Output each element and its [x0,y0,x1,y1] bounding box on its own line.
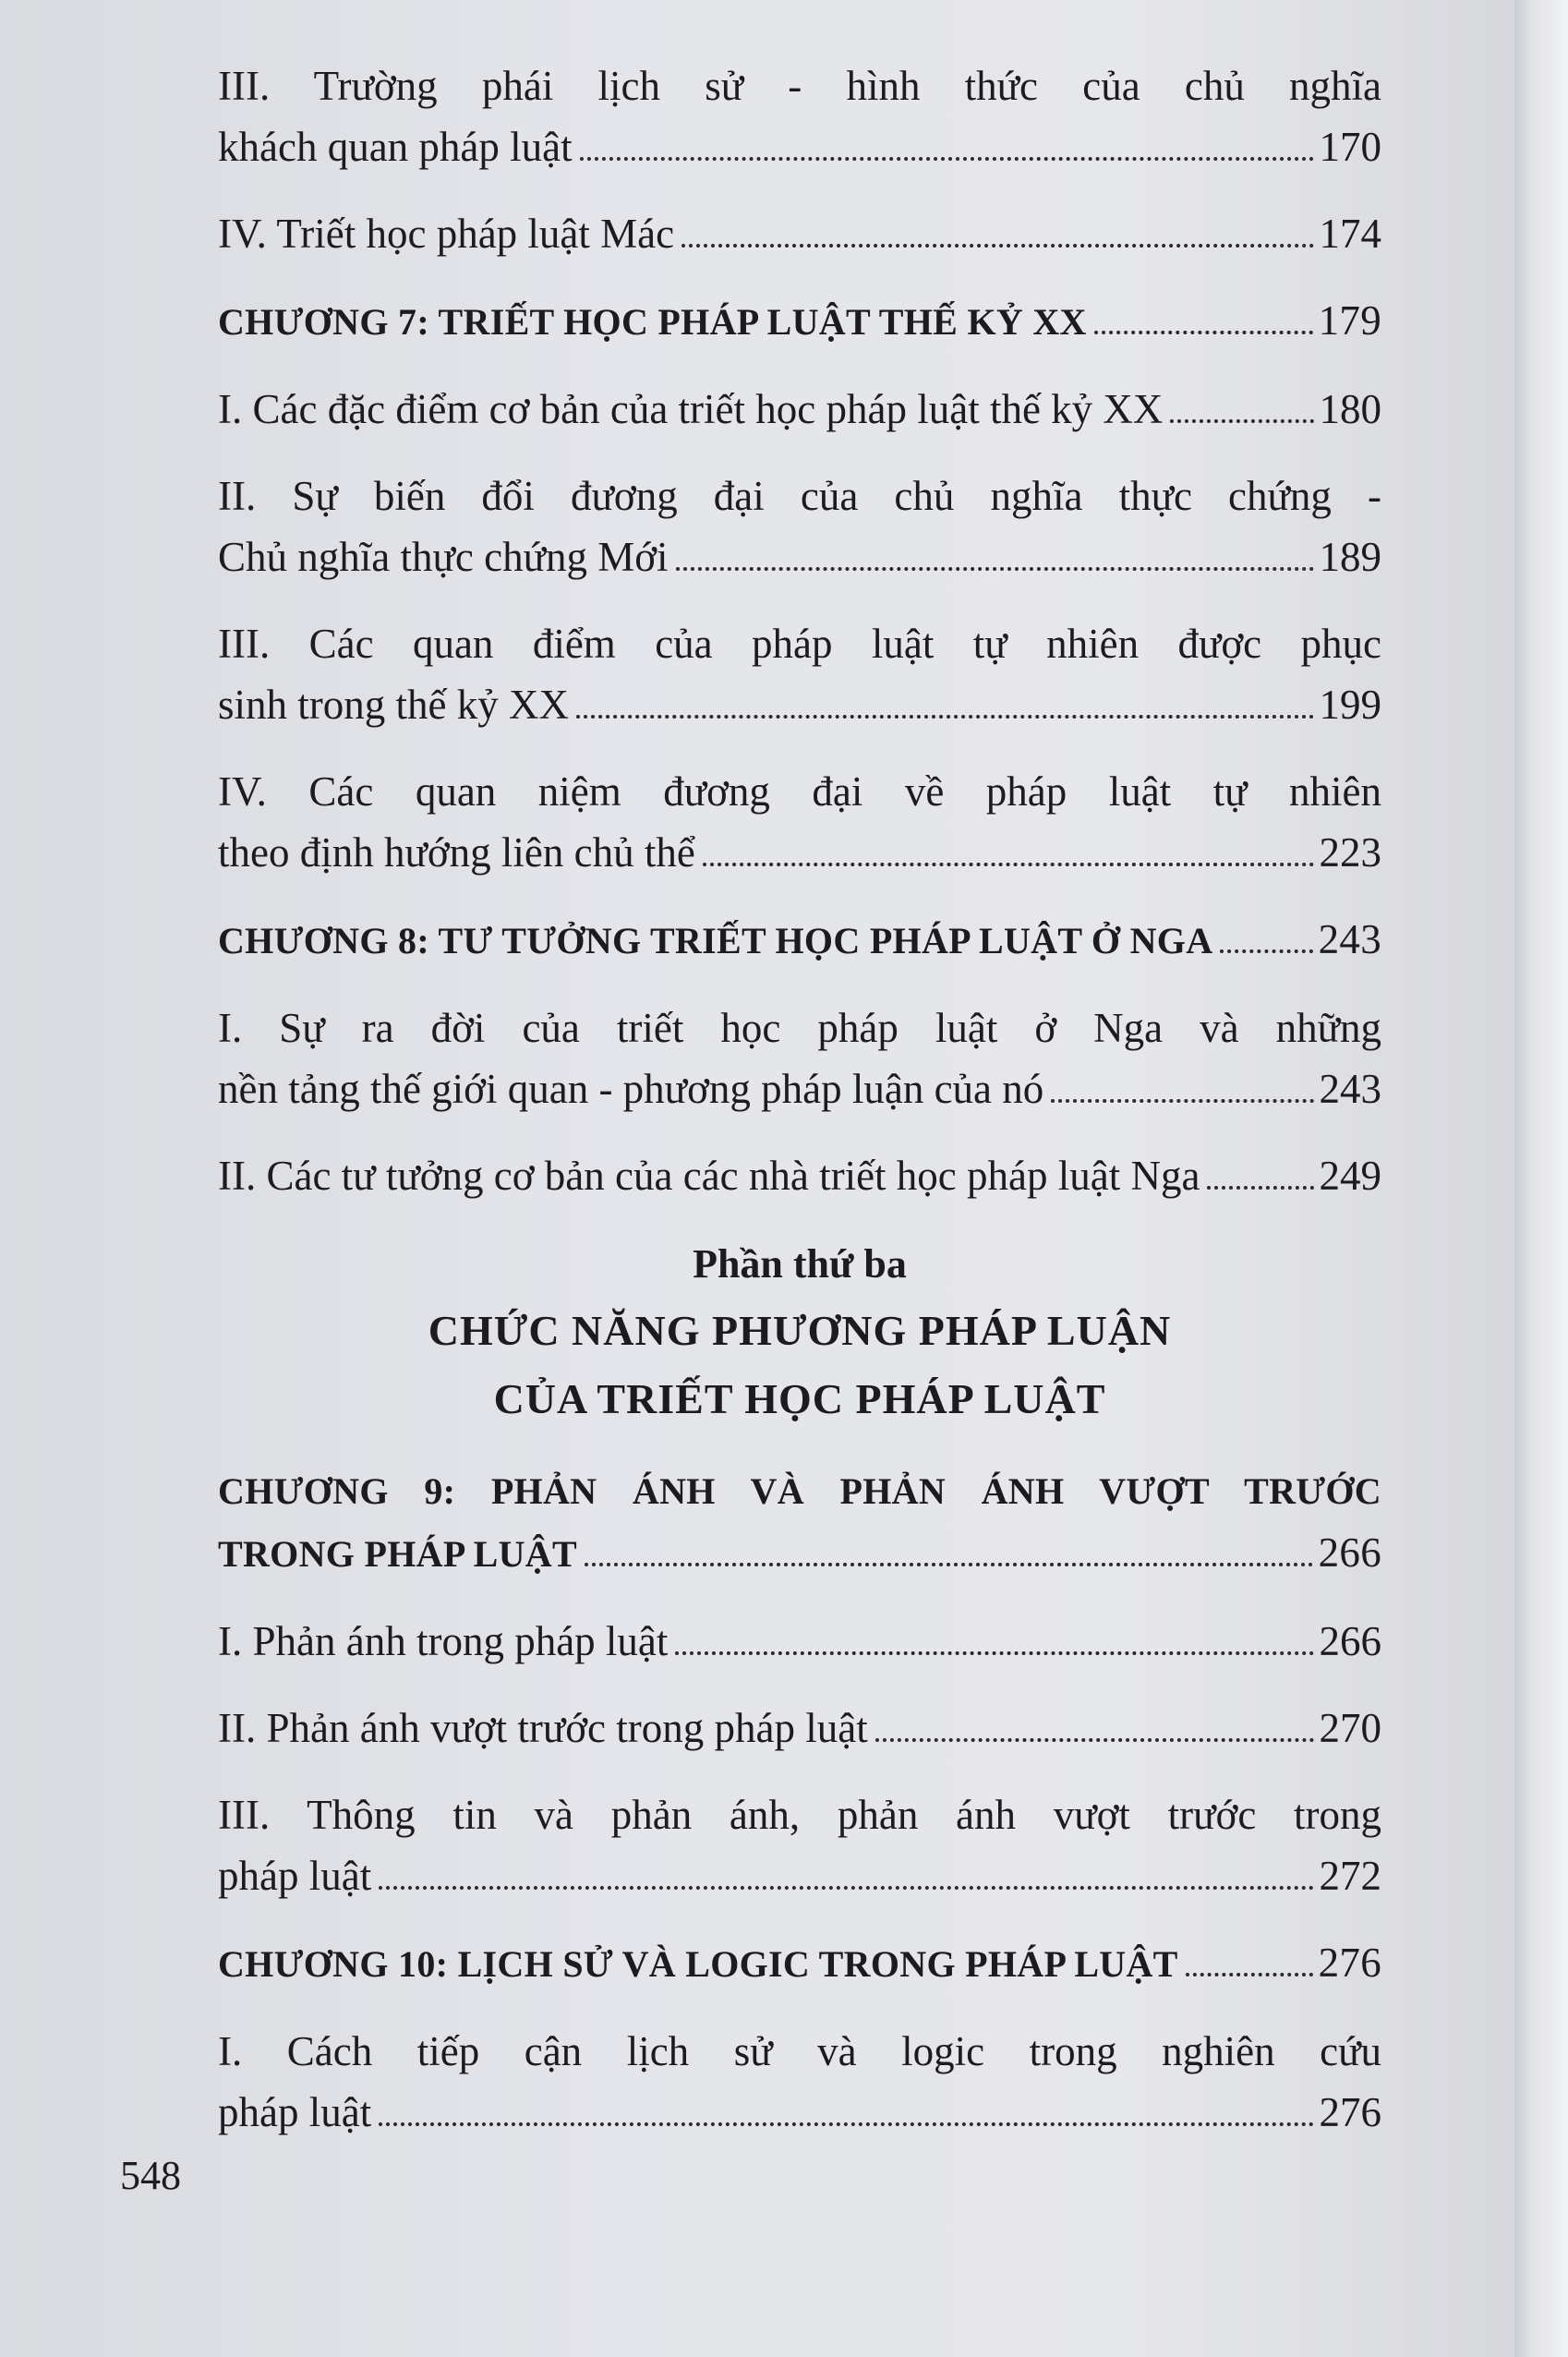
toc-entry-title-line: I. Cách tiếp cận lịch sử và logic trong nghiên cứu [218,2028,1381,2074]
toc-chapter-entry [218,909,1381,972]
toc-page-number: 243 [1318,916,1381,962]
toc-entry-title-line: III. Các quan điểm của pháp luật tự nhiên được phục [218,621,1381,667]
toc-page-number: 270 [1319,1705,1381,1751]
toc-page-number: 266 [1318,1529,1381,1576]
toc-page-number: 199 [1319,682,1381,728]
toc-section-entry [218,1145,1381,1206]
toc-section-entry [218,1611,1381,1672]
toc-entry-title-line: III. Trường phái lịch sử - hình thức của chủ nghĩa [218,63,1381,109]
page-edge [1514,0,1568,2357]
page-number: 548 [120,2153,181,2198]
toc-entry-title-line: I. Sự ra đời của triết học pháp luật ở Nga và những [218,1005,1381,1051]
toc-entry-title-line: II. Các tư tưởng cơ bản của các nhà triết học pháp luật Nga [218,1153,1200,1199]
toc-entry-last-line [218,203,1381,264]
dot-leader [1094,331,1313,334]
toc-entry-title-line: CHƯƠNG 7: TRIẾT HỌC PHÁP LUẬT THẾ KỶ XX [218,301,1087,343]
toc-section-entry [218,55,1381,177]
toc-entry-title-line: theo định hướng liên chủ thể [218,829,695,876]
dot-leader [379,1886,1313,1890]
toc-page-number: 272 [1319,1853,1381,1899]
toc-entry-title-line: I. Các đặc điểm cơ bản của triết học pháp luật thế kỷ XX [218,386,1164,432]
toc-section-entry [218,997,1381,1119]
toc-section-entry [218,465,1381,587]
dot-leader [1220,949,1312,953]
toc-chapter-entry [218,1461,1381,1585]
toc-entry-title-line: II. Sự biến đổi đương đại của chủ nghĩa thực chứng - [218,473,1381,519]
dot-leader [1186,1973,1313,1976]
toc-entry-last-line [218,909,1381,972]
dot-leader [675,1651,1313,1655]
toc-entry-last-line [218,1845,1381,1906]
toc-entry-title-line: sinh trong thế kỷ XX [218,682,569,728]
toc-page-number: 276 [1319,2089,1381,2135]
toc-entry-title-line: CHƯƠNG 9: PHẢN ÁNH VÀ PHẢN ÁNH VƯỢT TRƯỚC [218,1470,1381,1512]
toc-entry-last-line [218,1058,1381,1119]
toc-entry-title-line: II. Phản ánh vượt trước trong pháp luật [218,1705,868,1751]
toc-entry-last-line [218,1611,1381,1672]
part-title-line-1: CHỨC NĂNG PHƯƠNG PHÁP LUẬN [428,1307,1172,1354]
dot-leader [576,715,1314,719]
toc-section-entry [218,203,1381,264]
toc-entry-title-line: CHƯƠNG 8: TƯ TƯỞNG TRIẾT HỌC PHÁP LUẬT Ở NGA [218,920,1213,961]
toc-page-number: 266 [1319,1618,1381,1664]
toc-entry-last-line [218,674,1381,735]
dot-leader [1170,419,1313,423]
toc-entry-title-line: Chủ nghĩa thực chứng Mới [218,534,669,580]
toc-entry-last-line [218,2082,1381,2143]
toc-entry-title-line: III. Thông tin và phản ánh, phản ánh vượt trước trong [218,1792,1381,1838]
toc-entry-title-line: TRONG PHÁP LUẬT [218,1533,577,1575]
toc-page-number: 180 [1319,386,1381,432]
toc-section-entry [218,1784,1381,1906]
toc-entry-title-line: CHƯƠNG 10: LỊCH SỬ VÀ LOGIC TRONG PHÁP LUẬT [218,1943,1178,1985]
toc-section-entry [218,379,1381,440]
toc-section-entry [218,1698,1381,1759]
toc-page-number: 249 [1319,1153,1381,1199]
toc-page-number: 174 [1319,211,1381,257]
toc-entry-title-line: nền tảng thế giới quan - phương pháp luận của nó [218,1066,1044,1112]
toc-entry-title-line: khách quan pháp luật [218,124,573,170]
dot-leader [681,244,1313,248]
dot-leader [676,567,1314,571]
toc-page-number: 179 [1318,297,1381,344]
toc-entry-last-line [218,1698,1381,1759]
toc-page-number: 223 [1319,829,1381,876]
toc-entry-last-line [218,822,1381,883]
toc-page-number: 243 [1319,1066,1381,1112]
toc-chapter-entry [218,1932,1381,1995]
part-label: Phần thứ ba [693,1241,907,1287]
dot-leader [703,863,1314,866]
toc-entry-title-line: IV. Triết học pháp luật Mác [218,211,675,257]
dot-leader [585,1563,1313,1566]
toc-entry-title-line: IV. Các quan niệm đương đại về pháp luật tự nhiên [218,768,1381,815]
toc-entries-before [218,55,1381,1206]
toc-chapter-entry [218,290,1381,353]
dot-leader [580,157,1314,161]
dot-leader [875,1738,1314,1742]
toc-entry-last-line [218,1145,1381,1206]
toc-page-number: 189 [1319,534,1381,580]
toc-page-number: 170 [1319,124,1381,170]
toc-entry-title-line: pháp luật [218,2089,372,2135]
toc-entry-last-line [218,1932,1381,1995]
dot-leader [379,2122,1313,2126]
part-heading [218,1232,1381,1433]
toc-entries-after [218,1461,1381,2143]
toc-entry-last-line [218,116,1381,177]
dot-leader [1207,1186,1313,1190]
toc-section-entry [218,613,1381,735]
toc-page-number: 276 [1318,1940,1381,1986]
toc-entry-title-line: I. Phản ánh trong pháp luật [218,1618,669,1664]
toc-section-entry [218,2021,1381,2143]
toc-section-entry [218,761,1381,883]
toc-entry-last-line [218,1522,1381,1585]
dot-leader [1051,1099,1313,1103]
table-of-contents [218,55,1381,2169]
toc-entry-last-line [218,379,1381,440]
part-title-line-2: CỦA TRIẾT HỌC PHÁP LUẬT [493,1375,1106,1422]
toc-entry-last-line [218,526,1381,587]
toc-entry-title-line: pháp luật [218,1853,372,1899]
toc-entry-last-line [218,290,1381,353]
